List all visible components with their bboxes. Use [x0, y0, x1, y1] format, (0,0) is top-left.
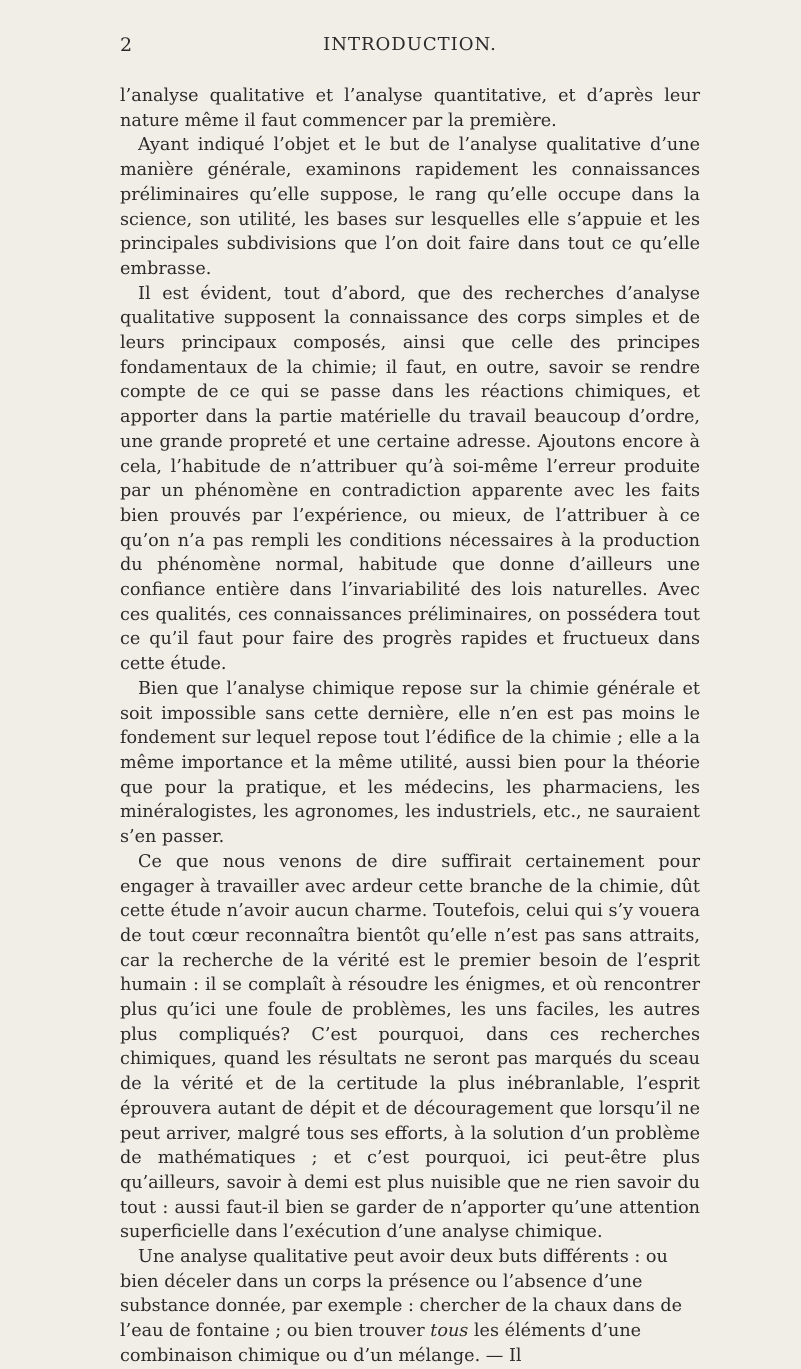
page-header: [120, 34, 700, 62]
paragraph-two-goals: [120, 1245, 700, 1369]
paragraph-two-goals-start: Une analyse qualitative peut avoir deux buts différents : ou bien déceler dans un corps la présence ou l’absence d’une substance donnée, par exemple : chercher de la chaux dans de l’eau de fontaine ; ou bien trouver: [120, 1247, 683, 1342]
paragraph-two-goals-end: les éléments d’une combinaison chimique ou d’un mélange. — Il: [120, 1321, 642, 1366]
paragraph-continuation: l’analyse qualitative et l’analyse quantitative, et d’après leur nature même il faut commencer par la première.: [120, 86, 700, 131]
paragraph-importance: Bien que l’analyse chimique repose sur la chimie générale et soit impossible sans cette dernière, elle n’en est pas moins le fondement sur lequel repose tout l’édifice de la chimie ; elle a la même importance et la même utilité, aussi bien pour la théorie que pour la pratique, et les médecins, les pharmaciens, les minéralogistes, les agronomes, les industriels, etc., ne sauraient s’en passer.: [120, 678, 700, 848]
running-head: INTRODUCTION.: [323, 34, 497, 55]
paragraph-attraction: Ce que nous venons de dire suffirait certainement pour engager à travailler avec ardeur cette branche de la chimie, dût cette étude n’avoir aucun charme. Toutefois, celui qui s’y vouera de tout cœur reconnaîtra bientôt qu’elle n’est pas sans attraits, car la recherche de la vérité est le premier besoin de l’esprit humain : il se complaît à résoudre les énigmes, et où rencontrer plus qu’ici une foule de problèmes, les uns faciles, les autres plus compliqués? C’est pourquoi, dans ces recherches chimiques, quand les résultats ne seront pas marqués du sceau de la vérité et de la certitude la plus inébranlable, l’esprit éprouvera autant de dépit et de découragement que lorsqu’il ne peut arriver, malgré tous ses efforts, à la solution d’un problème de mathématiques ; et c’est pourquoi, ici peut-être plus qu’ailleurs, savoir à demi est plus nuisible que ne rien savoir du tout : aussi faut-il bien se garder de n’apporter qu’une attention superficielle dans l’exécution d’une analyse chimique.: [120, 851, 700, 1243]
body-text: [120, 84, 700, 1369]
page-number: 2: [120, 34, 133, 56]
paragraph-objectives: Ayant indiqué l’objet et le but de l’analyse qualitative d’une manière générale, examinons rapidement les connaissances préliminaires qu’elle suppose, le rang qu’elle occupe dans la science, son utilité, les bases sur lesquelles elle s’appuie et les principales subdivisions que l’on doit faire dans tout ce qu’elle embrasse.: [120, 135, 700, 279]
paragraph-prerequisites: Il est évident, tout d’abord, que des recherches d’analyse qualitative supposent la connaissance des corps simples et de leurs principaux composés, ainsi que celle des principes fondamentaux de la chimie; il faut, en outre, savoir se rendre compte de ce qui se passe dans les réactions chimiques, et apporter dans la partie matérielle du travail beaucoup d’ordre, une grande propreté et une certaine adresse. Ajoutons encore à cela, l’habitude de n’attribuer qu’à soi-même l’erreur produite par un phénomène en contradiction apparente avec les faits bien prouvés par l’expérience, ou mieux, de l’attribuer à ce qu’on n’a pas rempli les conditions nécessaires à la production du phénomène normal, habitude que donne d’ailleurs une confiance entière dans l’invariabilité des lois naturelles. Avec ces qualités, ces connaissances préliminaires, on possédera tout ce qu’il faut pour faire des progrès rapides et fructueux dans cette étude.: [120, 283, 700, 675]
emphasis-word: tous: [430, 1321, 469, 1342]
